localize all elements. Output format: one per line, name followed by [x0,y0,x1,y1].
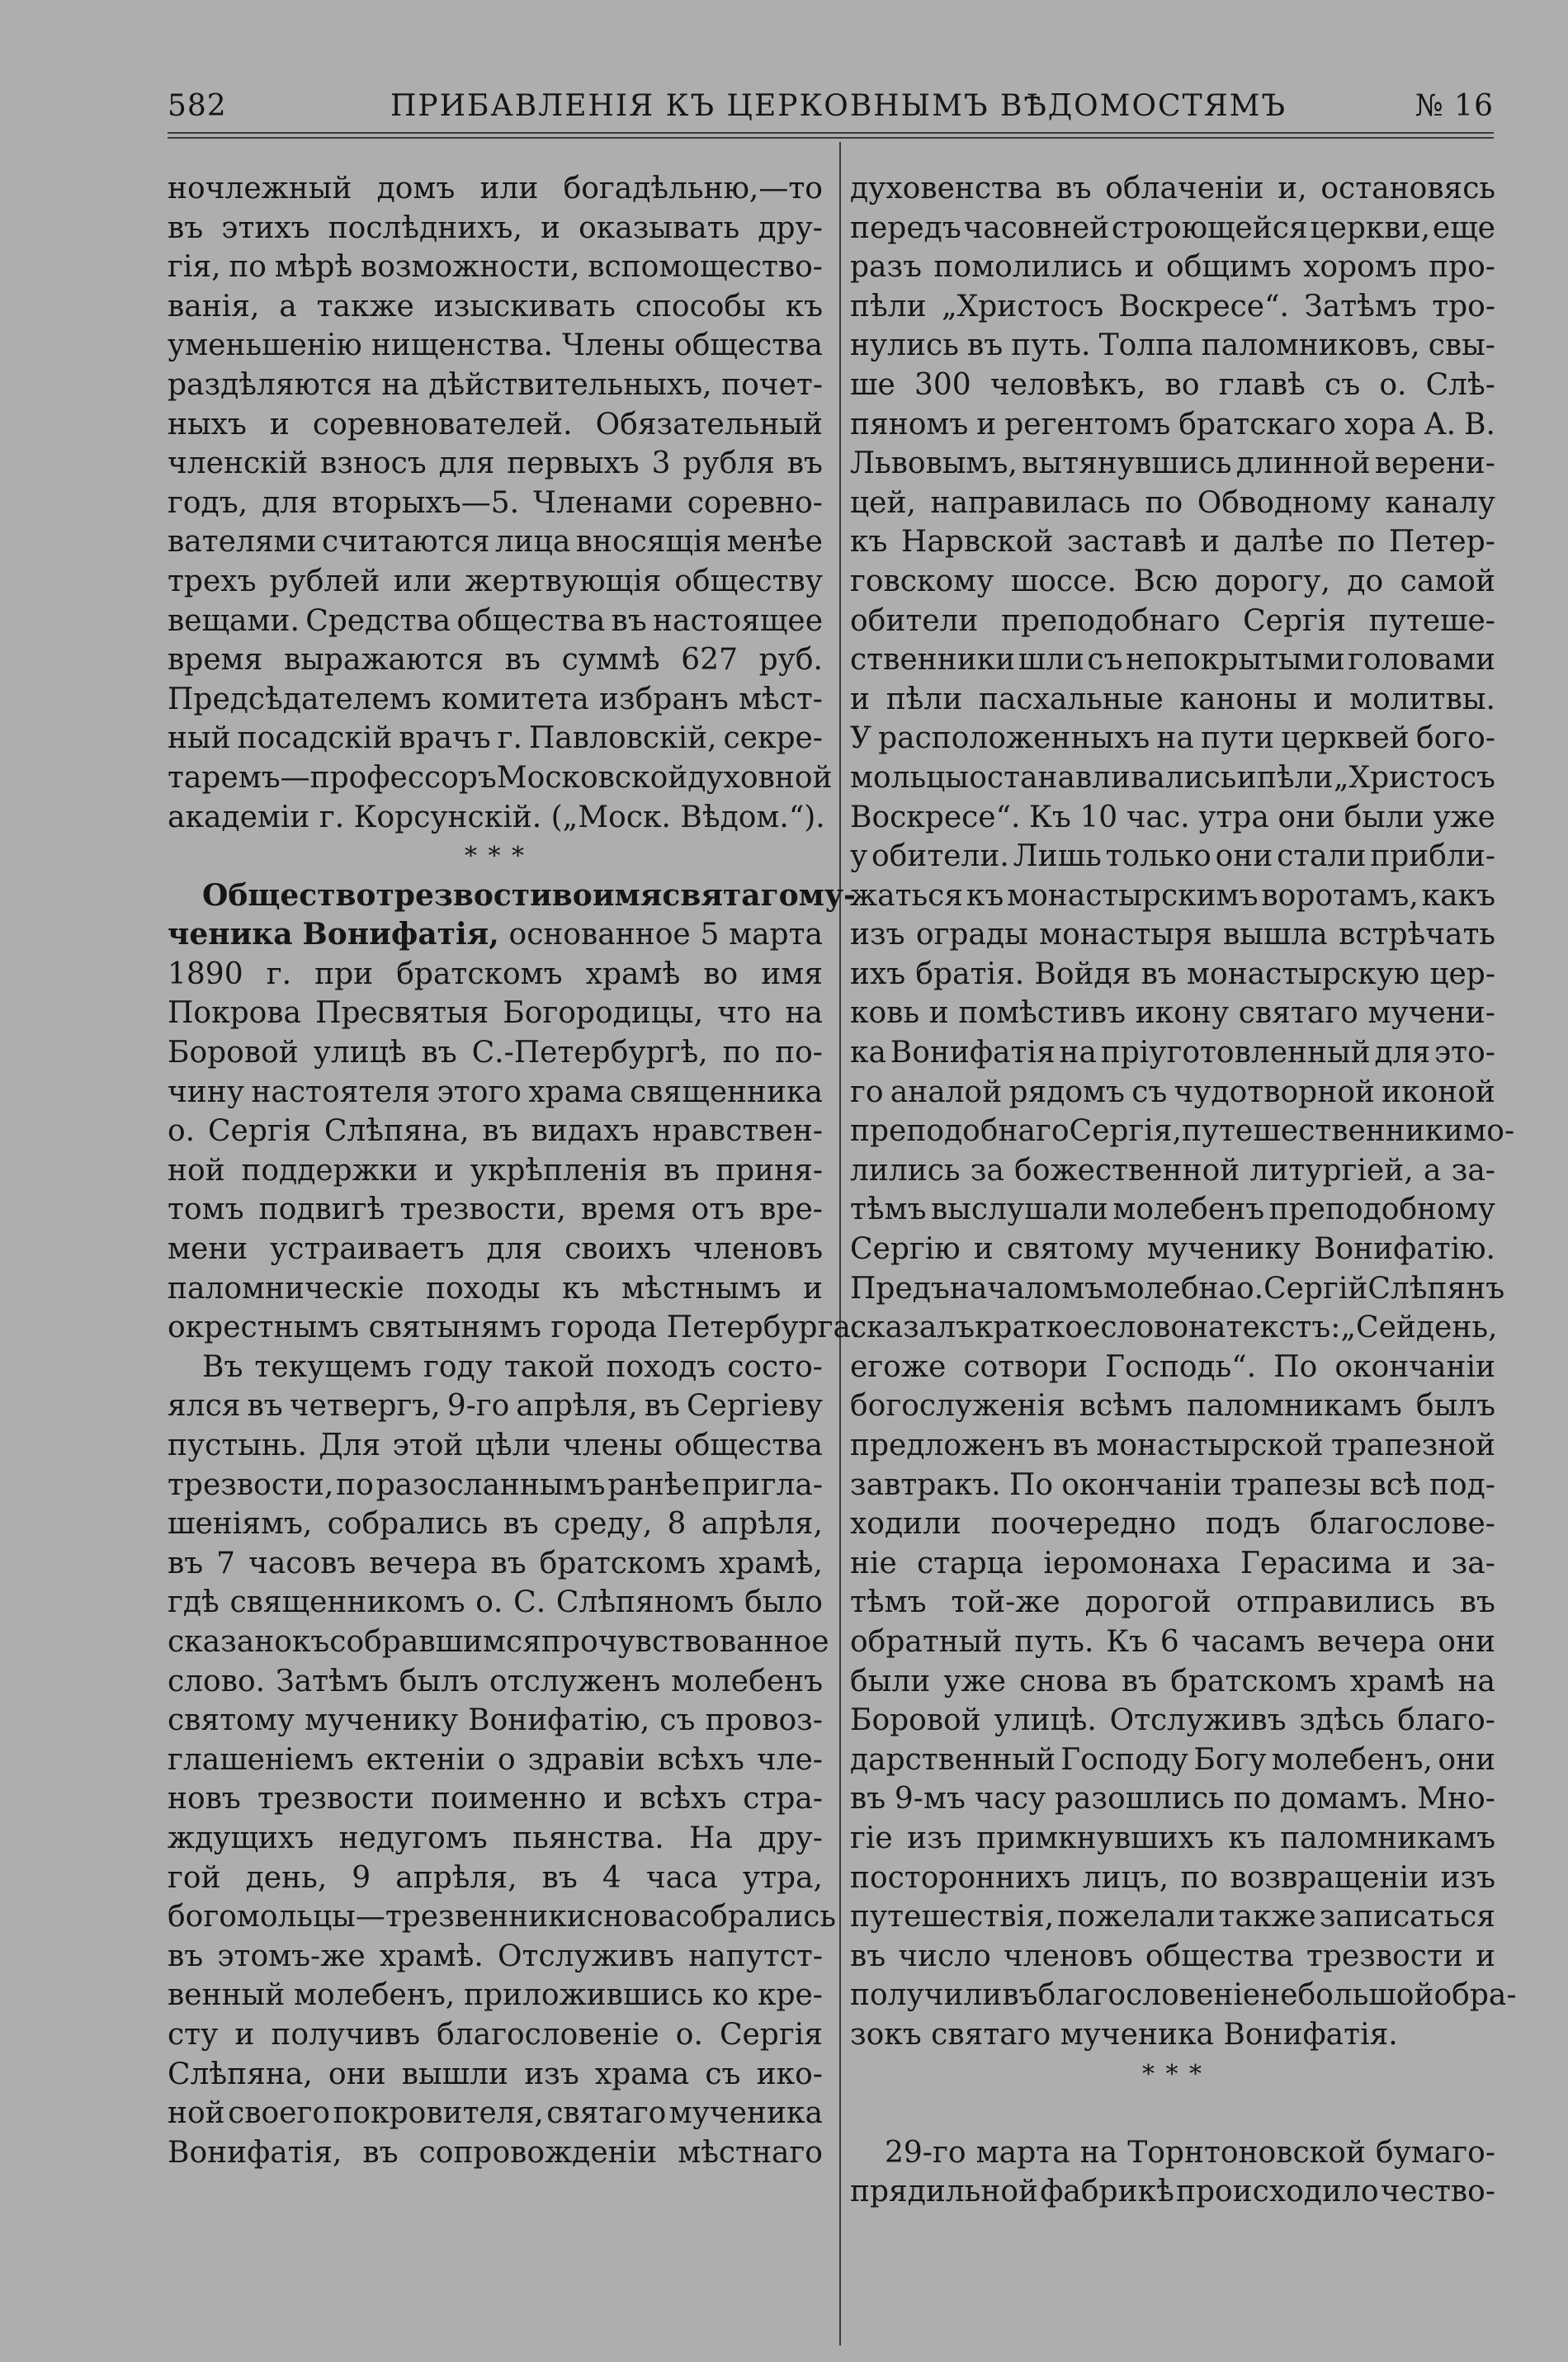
text-line: прядильной фабрикѣ происходило чество- [850,2175,1495,2209]
text-line: ихъ братія. Войдя въ монастырскую цер- [850,957,1495,991]
text-line: жаться къ монастырскимъ воротамъ, какъ [850,878,1495,913]
text-line: ше 300 человѣкъ, во главѣ съ о. Слѣ- [850,367,1495,402]
text-line: мени устраиваетъ для своихъ членовъ [168,1232,823,1267]
text-line: ственники шли съ непокрытыми головами [850,643,1495,678]
text-line: ніе старца іеромонаха Герасима и за- [850,1546,1495,1580]
text-line: ныхъ и соревнователей. Обязательный [168,407,823,442]
text-line: мольцы останавливались и пѣли „Христосъ [850,760,1495,795]
text-line: тѣмъ выслушали молебенъ преподобному [850,1193,1495,1227]
text-line: въ 9-мъ часу разошлись по домамъ. Мно- [850,1782,1495,1816]
text-line: томъ подвигѣ трезвости, время отъ вре- [168,1193,823,1227]
text-line: пѣли „Христосъ Воскресе“. Затѣмъ тро- [850,289,1495,324]
asterism: * * * [1141,2059,1204,2089]
text-line: въ этомъ-же храмѣ. Отслуживъ напутст- [168,1939,823,1973]
header-rule [168,132,1494,134]
text-line: слово. Затѣмъ былъ отслуженъ молебенъ [168,1664,823,1698]
text-line: раздѣляются на дѣйствительныхъ, почет- [168,367,823,402]
text-line: чину настоятеля этого храма священника [168,1075,823,1109]
text-line: ялся въ четвергъ, 9-го апрѣля, въ Сергіеву [168,1389,823,1424]
text-line: о. Сергія Слѣпяна, въ видахъ нравствен- [168,1114,823,1149]
issue-number: № 16 [1415,89,1494,123]
text-line: Боровой улицѣ въ С.-Петербургѣ, по по- [168,1036,823,1070]
text-line: Львовымъ, вытянувшись длинной верени- [850,446,1495,481]
text-line: сказано къ собравшимся прочувствованное [168,1624,829,1659]
journal-title: ПРИБАВЛЕНІЯ КЪ ЦЕРКОВНЫМЪ ВѢДОМОСТЯМЪ [390,89,1287,123]
text-line: лились за божественной литургіей, а за- [850,1153,1495,1188]
text-line: гія, по мѣрѣ возможности, вспомоществo- [168,250,823,285]
text-line: трехъ рублей или жертвующія обществу [168,564,823,598]
text-line: говскому шоссе. Всю дорогу, до самой [850,564,1495,598]
text-line: таремъ—профессоръ Московской духовной [168,760,833,795]
text-line: Общество трезвости во имя святаго му- [202,877,856,913]
text-line: обратный путь. Къ 6 часамъ вечера они [850,1624,1495,1659]
text-line: богослуженія всѣмъ паломникамъ былъ [850,1389,1495,1424]
text-line: обители преподобнаго Сергія путеше- [850,603,1495,638]
text-line: членскій взносъ для первыхъ 3 рубля въ [168,446,823,481]
text-line: разъ помолились и общимъ хоромъ про- [850,250,1495,285]
text-line: гой день, 9 апрѣля, въ 4 часа утра, [168,1860,823,1895]
text-line: годъ, для вторыхъ—5. Членами соревно- [168,485,823,520]
text-line: трезвости, по разосланнымъ ранѣе пригла- [168,1467,823,1502]
text-line: дарственный Господу Богу молебенъ, они [850,1742,1495,1777]
text-line: Сергію и святому мученику Вонифатію. [850,1232,1495,1267]
text-line: Въ текущемъ году такой походъ состо- [202,1349,823,1384]
text-line: святому мученику Вонифатію, съ провоз- [168,1703,823,1738]
text-line: гіе изъ примкнувшихъ къ паломникамъ [850,1821,1495,1855]
right-column [850,169,1517,2212]
text-line: нулись въ путь. Толпа паломниковъ, свы- [850,328,1495,363]
text-line: Покрова Пресвятыя Богородицы, что на [168,996,823,1031]
text-line: го аналой рядомъ съ чудотворной иконой [850,1075,1495,1109]
text-line: у обители. Лишь только они стали прибли- [850,839,1495,874]
text-line: 29-го марта на Торнтоновской бумаго- [885,2135,1495,2170]
text-line: ной поддержки и укрѣпленія въ приня- [168,1153,823,1188]
page-number: 582 [168,89,227,123]
text-line: въ 7 часовъ вечера въ братскомъ храмѣ, [168,1546,823,1580]
text-line: вещами. Средства общества въ настоящее [168,603,823,638]
text-line: были уже снова въ братскомъ храмѣ на [850,1664,1495,1698]
column-divider [839,142,841,2345]
text-line: академіи г. Корсунскій. („Моск. Вѣдом.“). [168,800,825,834]
text-line: Воскресе“. Къ 10 час. утра они были уже [850,800,1495,834]
text-line: глашеніемъ ектеніи о здравіи всѣхъ чле- [168,1742,823,1777]
left-column [168,169,861,2172]
text-line: У расположенныхъ на пути церквей бого- [850,721,1495,756]
text-line: ченика Вонифатія, основанное 5 марта [168,917,823,952]
text-line: и пѣли пасхальные каноны и молитвы. [850,682,1495,716]
text-line: Слѣпяна, они вышли изъ храма съ ико- [168,2057,823,2091]
text-line: Вонифатія, въ сопровожденіи мѣстнаго [168,2135,823,2170]
text-line: передъ часовней строющейся церкви, еще [850,210,1495,245]
text-line: тѣмъ той-же дорогой отправились въ [850,1585,1495,1620]
text-line: цей, направилась по Обводному каналу [850,485,1495,520]
text-line: ванія, а также изыскивать способы къ [168,289,823,324]
text-line: ковь и помѣстивъ икону святаго мучени- [850,996,1495,1031]
text-line: сказалъ краткое слово на текстъ: „Сей день, [850,1311,1498,1345]
text-line: постороннихъ лицъ, по возвращеніи изъ [850,1860,1495,1895]
text-line: предложенъ въ монастырской трапезной [850,1429,1495,1462]
text-line: венный молебенъ, приложившись ко кре- [168,1978,823,2013]
text-line [850,2094,1495,2133]
text-line: въ число членовъ общества трезвости и [850,1939,1495,1973]
text-line: получили въ благословеніе небольшой обра- [850,1978,1517,2013]
text-line: Боровой улицѣ. Отслуживъ здѣсь благо- [850,1703,1495,1738]
section-separator [168,837,823,876]
text-line: паломническіе походы къ мѣстнымъ и [168,1271,823,1306]
text-line: вателями считаются лица вносящія менѣе [168,525,823,560]
text-line: богомольцы—трезвенники снова собрались [168,1900,836,1934]
text-line: ждущихъ недугомъ пьянства. На дру- [168,1821,823,1855]
text-line: шеніямъ, собрались въ среду, 8 апрѣля, [168,1507,823,1542]
text-line: путешествія, пожелали также записаться [850,1900,1495,1934]
text-line: зокъ святаго мученика Вонифатія. [850,2017,1398,2052]
text-line: Предъ началомъ молебна о. Сергій Слѣпянъ [850,1271,1505,1306]
running-header [168,89,1494,130]
text-line: уменьшенію нищенства. Члены общества [168,328,823,363]
text-line: ходили поочередно подъ благослове- [850,1507,1495,1542]
header-rule-double [168,137,1494,139]
text-line: ка Вонифатія на пріуготовленный для это- [850,1036,1495,1070]
text-line: завтракъ. По окончаніи трапезы всѣ под- [850,1467,1495,1502]
text-line: Предсѣдателемъ комитета избранъ мѣст- [168,682,823,716]
text-line: ночлежный домъ или богадѣльню,—то [168,172,823,205]
section-separator [850,2055,1495,2095]
text-line: егоже сотвори Господь“. По окончаніи [850,1349,1495,1384]
text-line: въ этихъ послѣднихъ, и оказывать дру- [168,210,823,245]
text-line: духовенства въ облаченіи и, остановясь [850,172,1495,205]
text-line: гдѣ священникомъ о. С. Слѣпяномъ было [168,1585,823,1620]
text-line: пустынь. Для этой цѣли члены общества [168,1429,823,1462]
text-line: новъ трезвости поименно и всѣхъ стра- [168,1782,823,1816]
text-line: ной своего покровителя, святаго мученика [168,2096,823,2131]
text-line: пяномъ и регентомъ братскаго хора А. В. [850,407,1495,442]
asterism: * * * [464,842,527,872]
text-line: 1890 г. при братскомъ храмѣ во имя [168,957,823,991]
text-line: окрестнымъ святынямъ города Петербурга. [168,1311,861,1345]
text-line: преподобнаго Сергія, путешественники мо- [850,1114,1515,1149]
text-line: изъ ограды монастыря вышла встрѣчать [850,918,1495,952]
text-line: сту и получивъ благословеніе о. Сергія [168,2017,823,2052]
text-line: время выражаются въ суммѣ 627 руб. [168,643,823,678]
text-line: къ Нарвской заставѣ и далѣе по Петер- [850,525,1495,560]
text-line: ный посадскій врачъ г. Павловскій, секре- [168,721,823,756]
